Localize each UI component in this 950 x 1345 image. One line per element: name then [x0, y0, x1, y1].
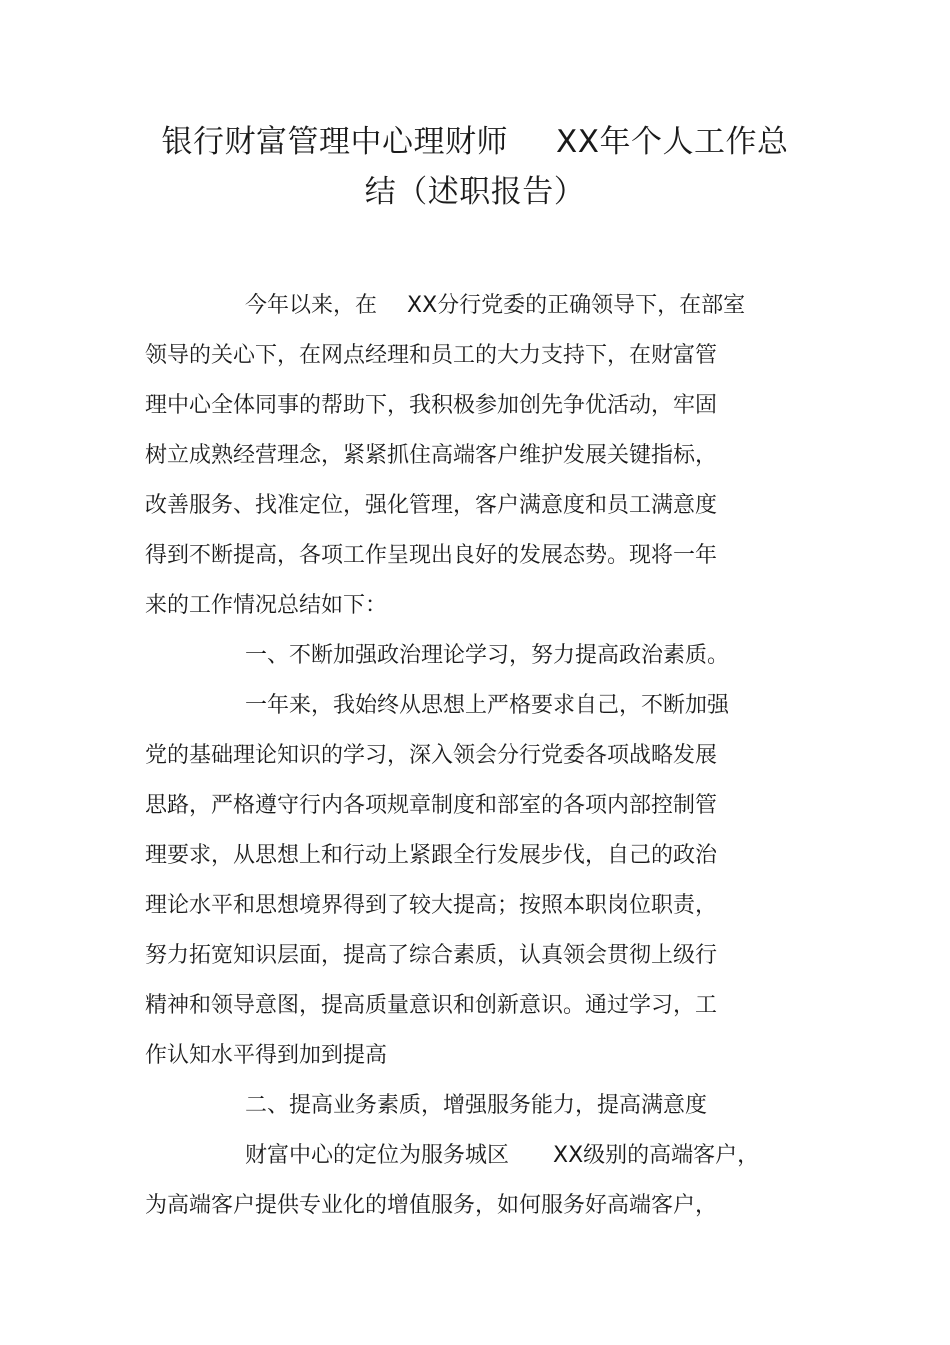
line-text: 财富中心的定位为服务城区	[245, 1143, 510, 1168]
section-heading-1: 一、不断加强政治理论学习，努力提高政治素质。	[245, 643, 730, 668]
paragraph-line: 来的工作情况总结如下：	[145, 593, 388, 618]
section-heading-2: 二、提高业务素质，增强服务能力，提高满意度	[245, 1093, 708, 1118]
paragraph-line: 为高端客户提供专业化的增值服务，如何服务好高端客户，	[145, 1193, 718, 1218]
paragraph-line: 理论水平和思想境界得到了较大提高；按照本职岗位职责，	[145, 893, 718, 918]
title-text-a: 银行财富管理中心理财师	[161, 124, 508, 160]
paragraph-line	[245, 291, 745, 321]
paragraph-line: 精神和领导意图，提高质量意识和创新意识。通过学习，工	[145, 993, 718, 1018]
paragraph-line: 作认知水平得到加到提高	[145, 1043, 388, 1068]
paragraph-line: 理中心全体同事的帮助下，我积极参加创先争优活动，牢固	[145, 393, 718, 418]
paragraph-line: 努力拓宽知识层面，提高了综合素质，认真领会贯彻上级行	[145, 943, 718, 968]
paragraph-line: 改善服务、找准定位，强化管理，客户满意度和员工满意度	[145, 493, 718, 518]
paragraph-line: 思路，严格遵守行内各项规章制度和部室的各项内部控制管	[145, 793, 718, 818]
paragraph-line: 得到不断提高，各项工作呈现出良好的发展态势。现将一年	[145, 543, 718, 568]
line-text: 今年以来，在	[245, 293, 378, 318]
paragraph-line: 党的基础理论知识的学习，深入领会分行党委各项战略发展	[145, 743, 718, 768]
paragraph-line	[245, 1141, 759, 1171]
line-text: XX级别的高端客户，	[553, 1143, 760, 1168]
paragraph-line: 树立成熟经营理念，紧紧抓住高端客户维护发展关键指标，	[145, 443, 718, 468]
title-text-b: XX年个人工作总	[556, 124, 789, 160]
paragraph-line: 一年来，我始终从思想上严格要求自己，不断加强	[245, 693, 730, 718]
document-title-line-2: 结（述职报告）	[364, 174, 586, 210]
document-title-line-1	[0, 120, 950, 164]
line-text: XX分行党委的正确领导下，在部室	[407, 293, 746, 318]
paragraph-line: 理要求，从思想上和行动上紧跟全行发展步伐，自己的政治	[145, 843, 718, 868]
paragraph-line: 领导的关心下，在网点经理和员工的大力支持下，在财富管	[145, 343, 718, 368]
